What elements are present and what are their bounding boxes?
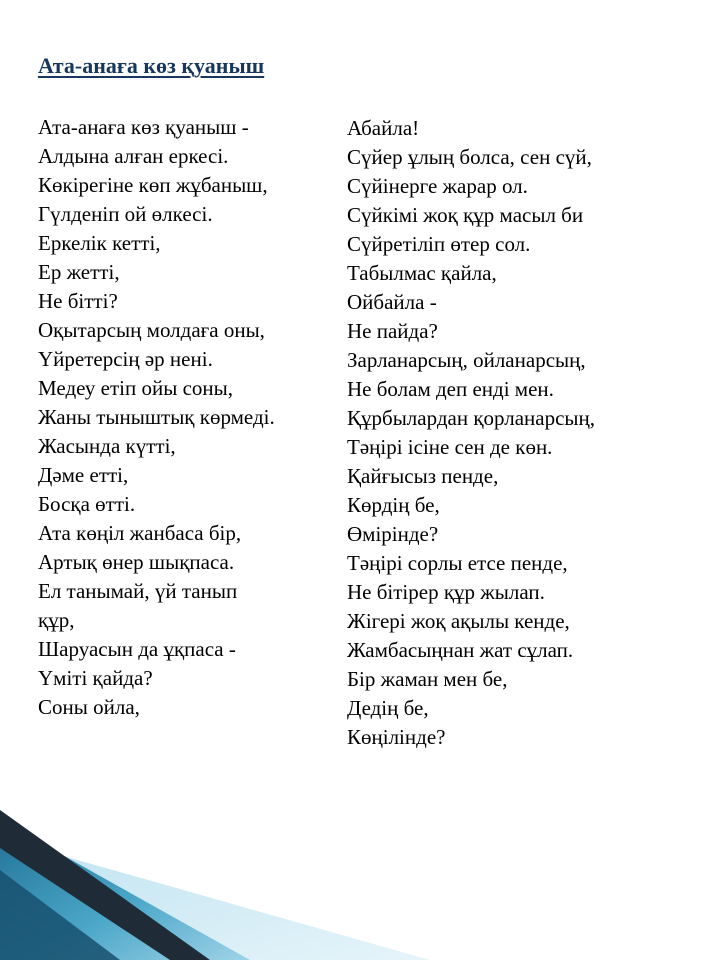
poem-line: Жасында күтті, (38, 434, 176, 458)
poem-line: Ер жетті, (38, 260, 120, 284)
poem-line: Ойбайла - (347, 290, 437, 314)
poem-line: Сүйкімі жоқ құр масыл би (347, 203, 584, 227)
poem-line: Сүйінерге жарар ол. (347, 174, 528, 198)
poem-line: Соны ойла, (38, 695, 140, 719)
poem-line: Сүйер ұлың болса, сен сүй, (347, 145, 592, 169)
poem-line: Шаруасын да ұқпаса - (38, 637, 236, 661)
poem-line: Дәме етті, (38, 463, 129, 487)
slide-title: Ата-анаға көз қуаныш (38, 53, 265, 78)
poem-line: Жамбасыңнан жат сұлап. (347, 638, 574, 662)
poem-line: Сүйретіліп өтер сол. (347, 232, 531, 256)
poem-line: Дедің бе, (347, 696, 429, 720)
poem-line: Құрбылардан қорланарсың, (347, 406, 596, 430)
poem-line: Табылмас қайла, (347, 261, 497, 285)
poem-line: Артық өнер шықпаса. (38, 550, 235, 574)
poem-line: Үміті қайда? (38, 666, 153, 690)
poem-line: Көңілінде? (347, 725, 446, 749)
poem-line: Көкірегіне көп жұбаныш, (38, 173, 268, 197)
poem-line: құр, (38, 608, 75, 632)
poem-line: Бір жаман мен бе, (347, 667, 508, 691)
poem-line: Медеу етіп ойы соны, (38, 376, 234, 400)
poem-line: Еркелік кетті, (38, 231, 161, 255)
poem-right-column (347, 114, 595, 752)
poem-line: Ел танымай, үй танып (38, 579, 238, 603)
poem-line: Гүлденіп ой өлкесі. (38, 202, 213, 226)
poem-line: Тәңірі сорлы етсе пенде, (347, 551, 568, 575)
poem-line: Жігері жоқ ақылы кенде, (347, 609, 570, 633)
poem-line: Ата-анаға көз қуаныш - (38, 115, 249, 139)
poem-line: Көрдің бе, (347, 493, 440, 517)
poem-line: Не бітірер құр жылап. (347, 580, 545, 604)
poem-left-column (38, 113, 275, 722)
poem-line: Жаны тыныштық көрмеді. (38, 405, 275, 429)
poem-line: Абайла! (347, 116, 420, 140)
poem-line: Тәңірі ісіне сен де көн. (347, 435, 553, 459)
poem-line: Не пайда? (347, 319, 438, 343)
poem-line: Қайғысыз пенде, (347, 464, 499, 488)
poem-line: Өмірінде? (347, 522, 439, 546)
corner-decoration (0, 810, 430, 960)
poem-line: Босқа өтті. (38, 492, 136, 516)
poem-line: Оқытарсың молдаға оны, (38, 318, 265, 342)
poem-line: Ата көңіл жанбаса бір, (38, 521, 242, 545)
poem-line: Алдына алған еркесі. (38, 144, 229, 168)
poem-line: Үйретерсің әр нені. (38, 347, 213, 371)
poem-line: Не бітті? (38, 289, 118, 313)
poem-line: Зарланарсың, ойланарсың, (347, 348, 586, 372)
poem-line: Не болам деп енді мен. (347, 377, 554, 401)
